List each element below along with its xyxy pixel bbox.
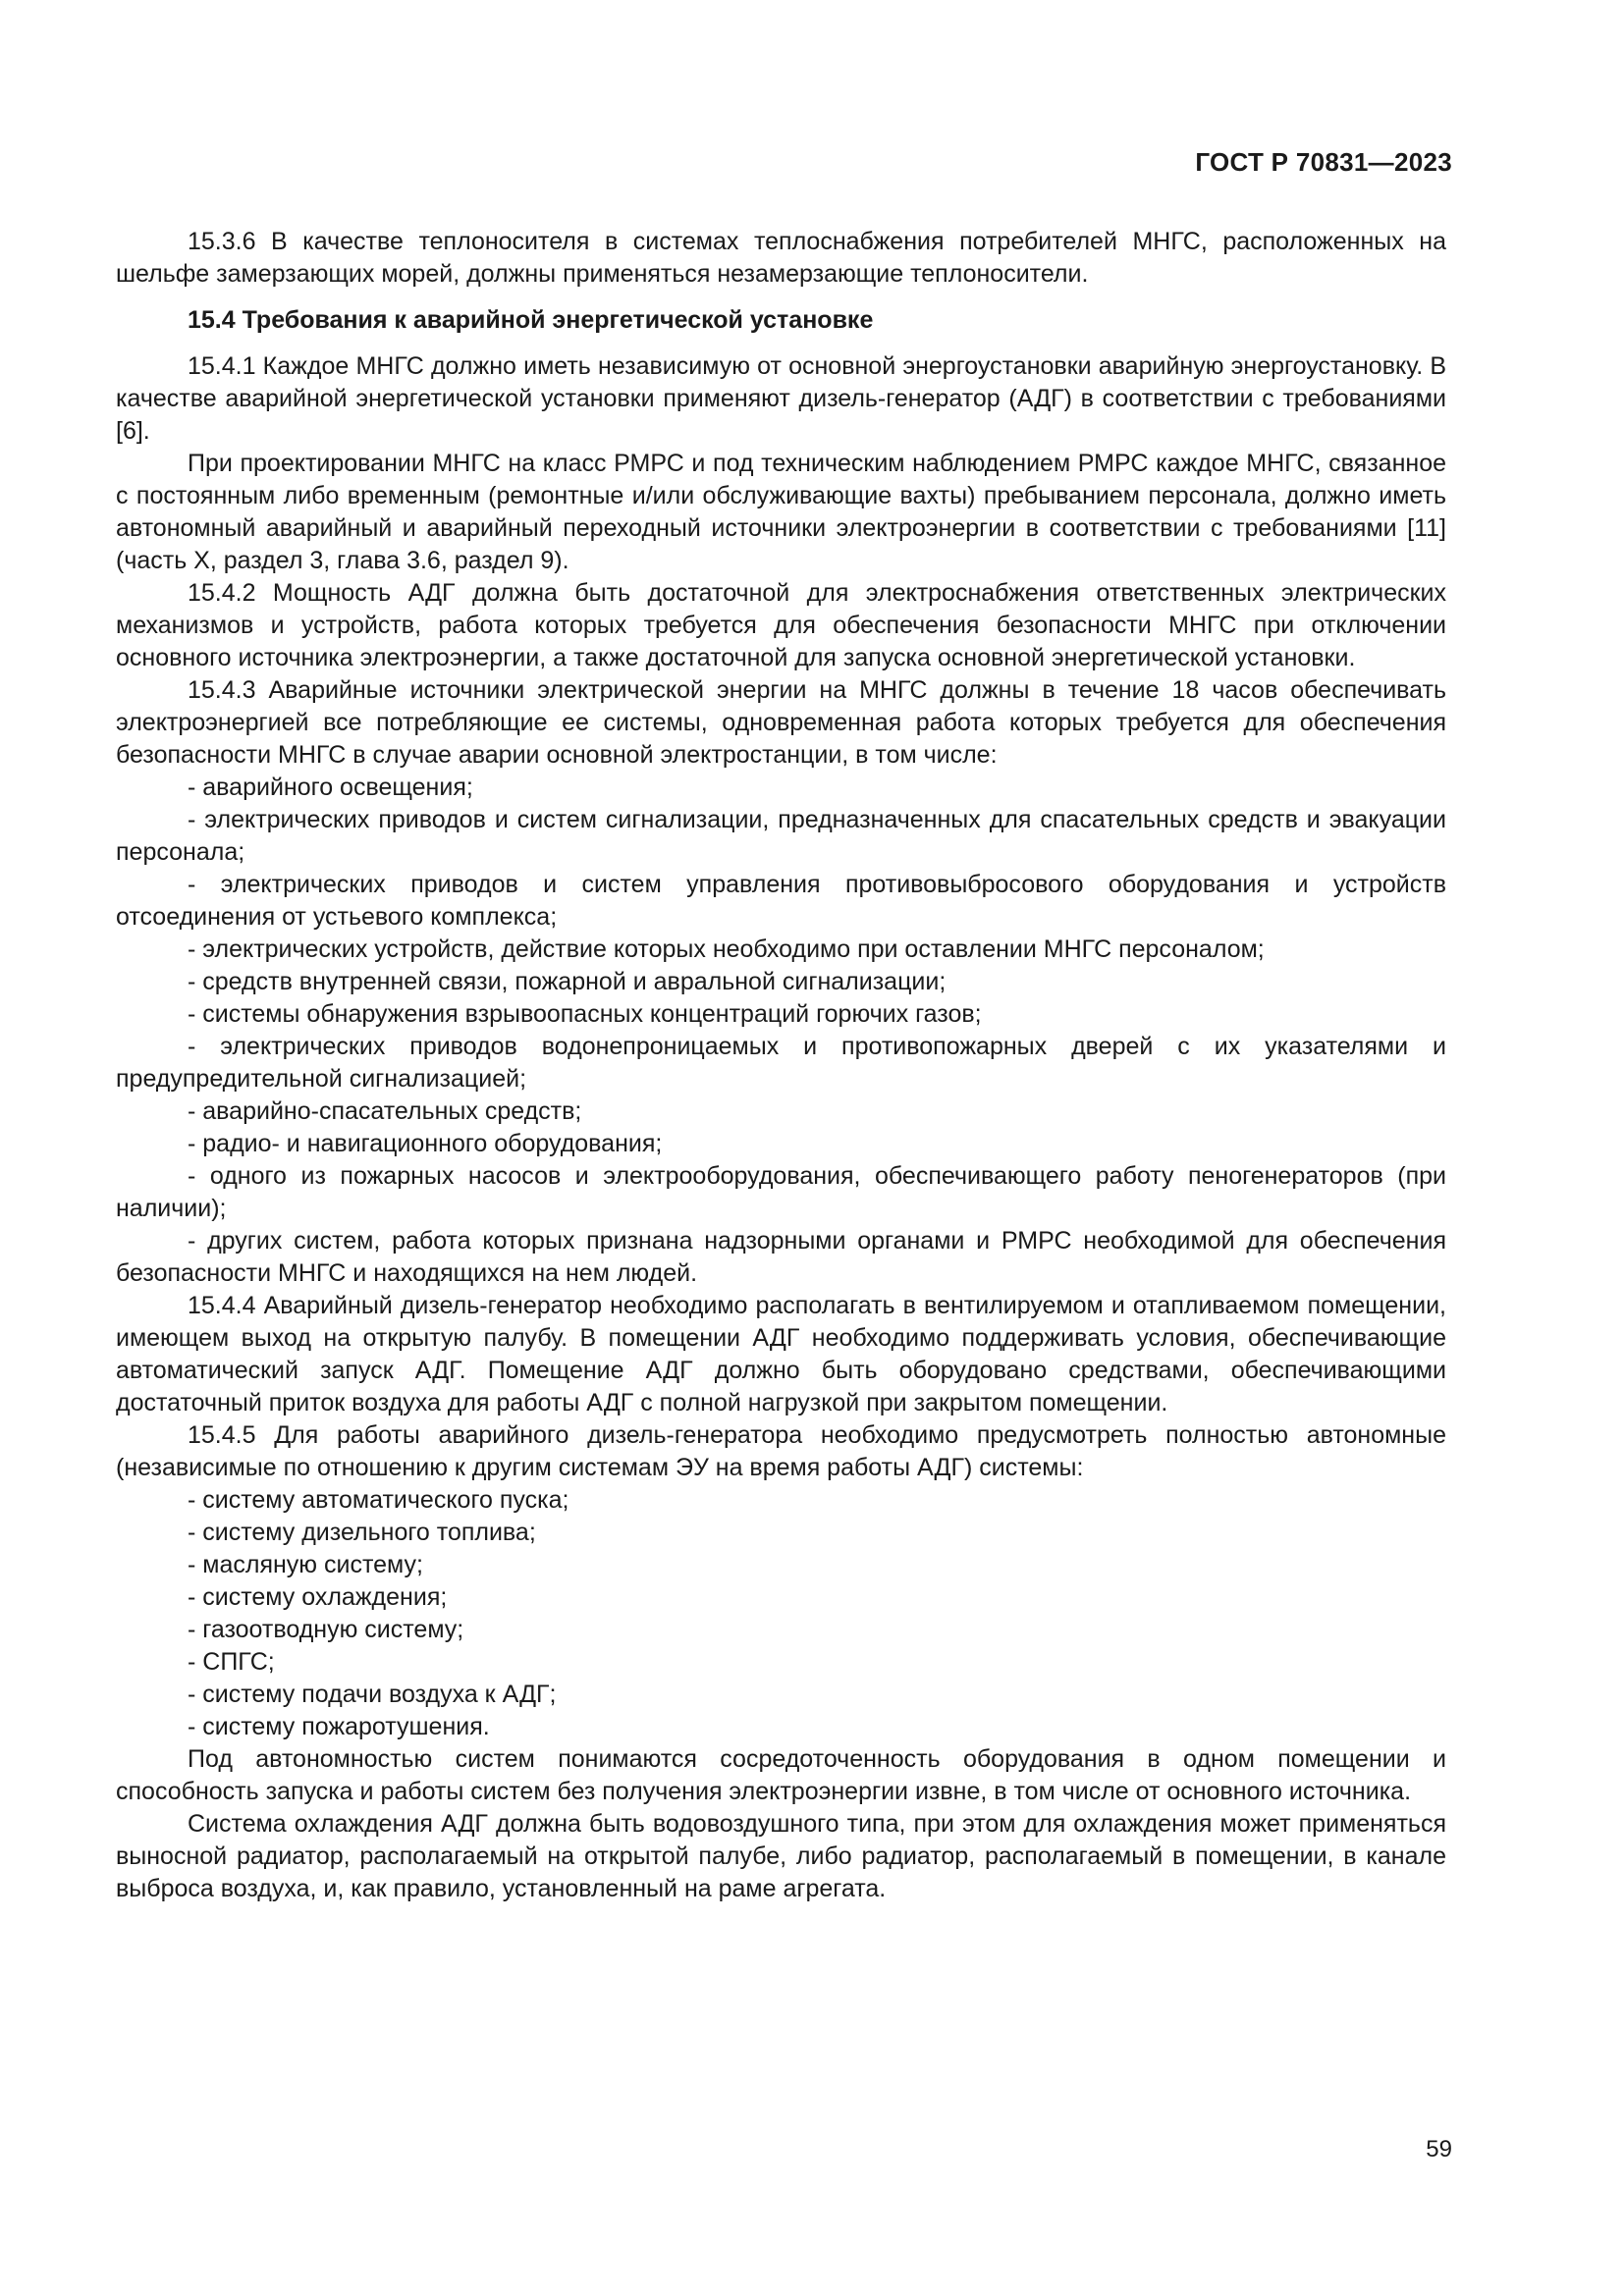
list-item: - электрических приводов водонепроницаемых и противопожарных дверей с их указателями и предупредительной сигнализацией; xyxy=(116,1033,1446,1093)
paragraph: Система охлаждения АДГ должна быть водовоздушного типа, при этом для охлаждения может применяться выносной радиатор, располагаемый на открытой палубе, либо радиатор, располагаемый в помещении, в канале выброса воздуха, и, как правило, установленный на раме агрегата. xyxy=(116,1810,1446,1902)
list-item: - других систем, работа которых признана надзорными органами и РМРС необходимой для обеспечения безопасности МНГС и находящихся на нем людей. xyxy=(116,1227,1446,1287)
paragraph: 15.4.2 Мощность АДГ должна быть достаточной для электроснабжения ответственных электрических механизмов и устройств, работа которых требуется для обеспечения безопасности МНГС при отключении основного источника электроэнергии, а также достаточной для запуска основной энергетической установки. xyxy=(116,579,1446,671)
paragraph: При проектировании МНГС на класс РМРС и под техническим наблюдением РМРС каждое МНГС, связанное с постоянным либо временным (ремонтные и/или обслуживающие вахты) пребыванием персонала, должно иметь автономный аварийный и аварийный переходный источники электроэнергии в соответствии с требованиями [11] (часть X, раздел 3, глава 3.6, раздел 9). xyxy=(116,450,1446,574)
document-header: ГОСТ Р 70831—2023 xyxy=(1195,147,1452,177)
document-body xyxy=(116,226,1446,1905)
list-item: - аварийно-спасательных средств; xyxy=(188,1097,582,1125)
list-item: - электрических приводов и систем сигнализации, предназначенных для спасательных средств и эвакуации персонала; xyxy=(116,806,1446,866)
list-item: - электрических устройств, действие которых необходимо при оставлении МНГС персоналом; xyxy=(188,935,1265,963)
list-item: - газоотводную систему; xyxy=(188,1616,464,1643)
page-number: 59 xyxy=(1426,2136,1452,2163)
paragraph: 15.4.4 Аварийный дизель-генератор необходимо располагать в вентилируемом и отапливаемом помещении, имеющем выход на открытую палубу. В помещении АДГ необходимо поддерживать условия, обеспечивающие автоматический запуск АДГ. Помещение АДГ должно быть оборудовано средствами, обеспечивающими достаточный приток воздуха для работы АДГ с полной нагрузкой при закрытом помещении. xyxy=(116,1292,1446,1416)
paragraph: Под автономностью систем понимаются сосредоточенность оборудования в одном помещении и способность запуска и работы систем без получения электроэнергии извне, в том числе от основного источника. xyxy=(116,1745,1446,1805)
list-item: - масляную систему; xyxy=(188,1551,423,1578)
list-item: - систему подачи воздуха к АДГ; xyxy=(188,1681,557,1708)
list-item: - систему пожаротушения. xyxy=(188,1713,490,1740)
list-item: - радио- и навигационного оборудования; xyxy=(188,1130,663,1157)
list-item: - систему автоматического пуска; xyxy=(188,1486,569,1514)
list-item: - средств внутренней связи, пожарной и авральной сигнализации; xyxy=(188,968,947,995)
paragraph: 15.3.6 В качестве теплоносителя в системах теплоснабжения потребителей МНГС, расположенных на шельфе замерзающих морей, должны применяться незамерзающие теплоносители. xyxy=(116,228,1446,288)
paragraph: 15.4.1 Каждое МНГС должно иметь независимую от основной энергоустановки аварийную энергоустановку. В качестве аварийной энергетической установки применяют дизель-генератор (АДГ) в соответствии с требованиями [6]. xyxy=(116,352,1446,445)
list-item: - систему дизельного топлива; xyxy=(188,1519,536,1546)
list-item: - электрических приводов и систем управления противовыбросового оборудования и устройств отсоединения от устьевого комплекса; xyxy=(116,871,1446,931)
list-item: - систему охлаждения; xyxy=(188,1583,448,1611)
paragraph: 15.4.3 Аварийные источники электрической энергии на МНГС должны в течение 18 часов обеспечивать электроэнергией все потребляющие ее системы, одновременная работа которых требуется для обеспечения безопасности МНГС в случае аварии основной электростанции, в том числе: xyxy=(116,676,1446,769)
paragraph: 15.4.5 Для работы аварийного дизель-генератора необходимо предусмотреть полностью автономные (независимые по отношению к другим системам ЭУ на время работы АДГ) системы: xyxy=(116,1421,1446,1481)
list-item: - аварийного освещения; xyxy=(188,774,473,801)
section-heading: 15.4 Требования к аварийной энергетической установке xyxy=(188,306,874,334)
list-item: - системы обнаружения взрывоопасных концентраций горючих газов; xyxy=(188,1000,982,1028)
list-item: - СПГС; xyxy=(188,1648,275,1676)
list-item: - одного из пожарных насосов и электрооборудования, обеспечивающего работу пеногенераторов (при наличии); xyxy=(116,1162,1446,1222)
